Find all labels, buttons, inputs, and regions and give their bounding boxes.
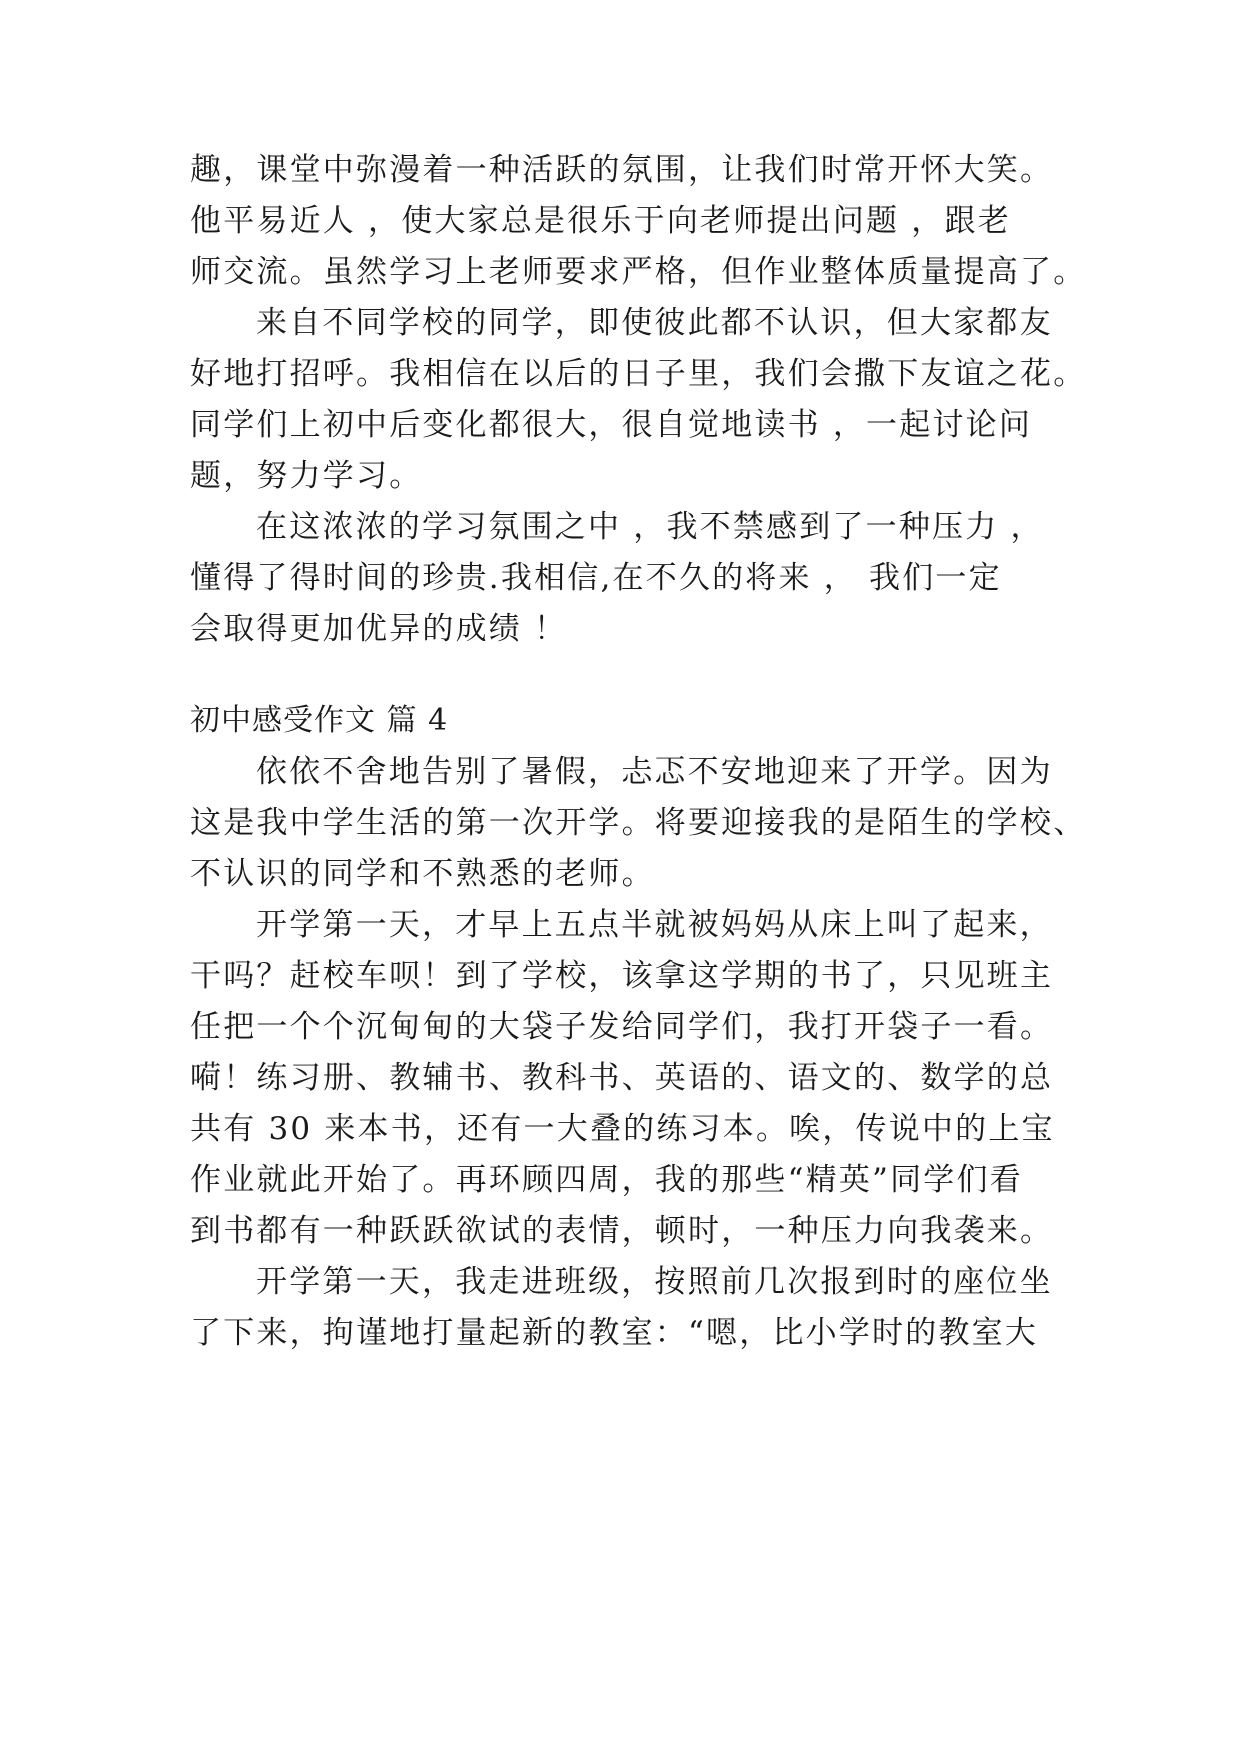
- text-line: 好地打招呼。我相信在以后的日子里，我们会撒下友谊之花。: [190, 356, 1087, 392]
- paragraph-first-line: 来自不同学校的同学，即使彼此都不认识，但大家都友: [256, 305, 1053, 341]
- section-heading: 初中感受作文 篇 4: [190, 703, 449, 738]
- text-line: 任把一个个沉甸甸的大袋子发给同学们，我打开袋子一看。: [190, 1009, 1054, 1045]
- text-line: 共有 30 来本书，还有一大叠的练习本。唉，传说中的上宝: [190, 1111, 1055, 1147]
- text-line: 趣，课堂中弥漫着一种活跃的氛围，让我们时常开怀大笑。: [190, 152, 1054, 188]
- text-line: 题，努力学习。: [190, 458, 423, 494]
- text-line: 干吗？赶校车呗！到了学校，该拿这学期的书了，只见班主: [190, 958, 1054, 994]
- text-line: 嗬！练习册、教辅书、教科书、英语的、语文的、数学的总: [190, 1060, 1054, 1096]
- text-line: 了下来，拘谨地打量起新的教室：“嗯，比小学时的教室大: [190, 1315, 1039, 1351]
- text-line: 懂得了得时间的珍贵.我相信,在不久的将来 ， 我们一定: [190, 560, 1002, 596]
- text-line: 到书都有一种跃跃欲试的表情，顿时，一种压力向我袭来。: [190, 1213, 1054, 1249]
- text-line: 这是我中学生活的第一次开学。将要迎接我的是陌生的学校、: [190, 805, 1087, 841]
- text-line: 不认识的同学和不熟悉的老师。: [190, 856, 655, 892]
- paragraph-first-line: 开学第一天，我走进班级，按照前几次报到时的座位坐: [256, 1264, 1053, 1300]
- paragraph-first-line: 在这浓浓的学习氛围之中 ，我不禁感到了一种压力 ，: [256, 509, 1044, 545]
- text-line: 会取得更加优异的成绩 ！: [190, 611, 568, 647]
- text-line: 同学们上初中后变化都很大，很自觉地读书 ，一起讨论问: [190, 407, 1033, 443]
- text-line: 师交流。虽然学习上老师要求严格，但作业整体质量提高了。: [190, 254, 1087, 290]
- text-line: 他平易近人 ，使大家总是很乐于向老师提出问题 ，跟老: [190, 203, 1011, 239]
- paragraph-first-line: 开学第一天，才早上五点半就被妈妈从床上叫了起来，: [256, 907, 1053, 943]
- paragraph-first-line: 依依不舍地告别了暑假，忐忑不安地迎来了开学。因为: [256, 754, 1053, 790]
- text-line: 作业就此开始了。再环顾四周，我的那些“精英”同学们看: [190, 1162, 1023, 1198]
